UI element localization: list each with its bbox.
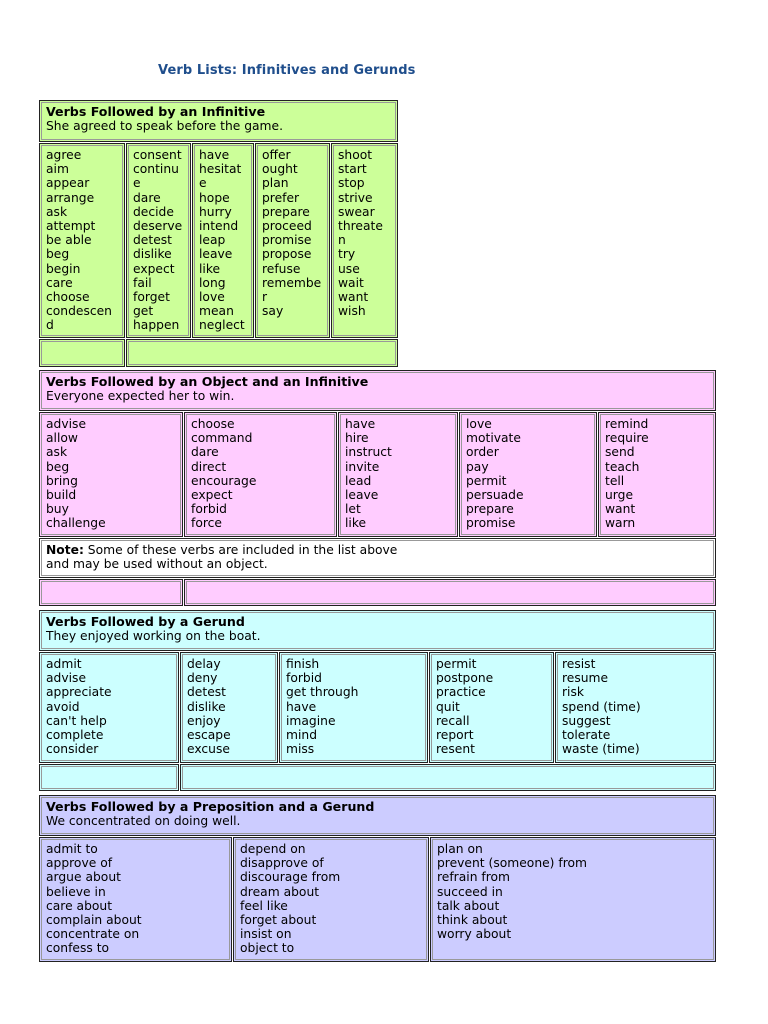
object-infinitive-note — [39, 538, 716, 578]
list-item: disapprove of — [240, 856, 324, 871]
list-item: waste (time) — [562, 742, 640, 757]
infinitive-header — [39, 100, 398, 142]
list-item: confess to — [46, 941, 110, 956]
list-item: motivate — [466, 431, 521, 446]
list-item: let — [345, 502, 361, 517]
list-item: consider — [46, 742, 99, 757]
list-item: require — [605, 431, 649, 446]
list-item: depend on — [240, 842, 306, 856]
infinitive-col-1 — [39, 143, 125, 338]
preposition-gerund-col-2 — [233, 837, 429, 962]
list-item: promise — [262, 233, 312, 248]
list-item: advise — [46, 417, 87, 431]
list-item: promise — [466, 516, 516, 531]
list-item: swear — [338, 204, 375, 219]
list-item: concentrate on — [46, 927, 140, 942]
object-infinitive-col-1 — [39, 412, 183, 537]
object-infinitive-col-4 — [459, 412, 597, 537]
list-item: resent — [436, 742, 475, 757]
gerund-col-3 — [279, 652, 428, 763]
infinitive-empty-cell — [39, 339, 125, 367]
list-item: care — [46, 275, 73, 290]
list-item: ask — [46, 204, 68, 219]
list-item: talk about — [437, 898, 500, 913]
infinitive-col-2 — [126, 143, 191, 338]
list-item: like — [199, 261, 221, 276]
gerund-empty-cell — [180, 764, 716, 791]
list-item: believe in — [46, 884, 106, 899]
list-item: argue about — [46, 870, 121, 885]
list-item: hesitat — [199, 162, 242, 177]
object-infinitive-empty-cell — [39, 579, 183, 606]
infinitive-title: Verbs Followed by an Infinitive — [46, 104, 266, 119]
list-item: wait — [338, 275, 364, 290]
list-item: invite — [345, 459, 380, 474]
list-item: worry about — [437, 927, 512, 942]
list-item: refrain from — [437, 870, 511, 885]
preposition-gerund-col-1 — [39, 837, 232, 962]
list-item: consent — [133, 148, 182, 162]
list-item: can't help — [46, 713, 107, 728]
list-item: avoid — [46, 699, 80, 714]
infinitive-col-3 — [192, 143, 254, 338]
list-item: think about — [437, 913, 508, 928]
gerund-example: They enjoyed working on the boat. — [46, 629, 261, 644]
list-item: threate — [338, 219, 383, 234]
list-item: love — [199, 290, 225, 305]
list-item: leap — [199, 233, 226, 248]
list-item: buy — [46, 502, 69, 517]
list-item: detest — [187, 685, 226, 700]
list-item: appreciate — [46, 685, 112, 700]
list-item: enjoy — [187, 713, 221, 728]
list-item: hire — [345, 431, 369, 446]
list-item: d — [46, 318, 54, 333]
list-item: be able — [46, 233, 92, 248]
preposition-gerund-col-3 — [430, 837, 716, 962]
list-item: fail — [133, 275, 152, 290]
object-infinitive-header — [39, 370, 716, 411]
list-item: urge — [605, 488, 634, 503]
list-item: object to — [240, 941, 295, 956]
list-item: choose — [46, 290, 90, 305]
list-item: want — [338, 290, 369, 305]
preposition-gerund-header — [39, 795, 716, 836]
list-item: prepare — [262, 204, 310, 219]
list-item: wish — [338, 304, 366, 319]
list-item: miss — [286, 742, 315, 757]
gerund-col-2 — [180, 652, 278, 763]
note-text-continued: and may be used without an object. — [46, 557, 268, 572]
list-item: feel like — [240, 898, 288, 913]
note-label: Note: — [46, 543, 84, 557]
list-item: allow — [46, 431, 78, 446]
infinitive-empty-cell — [126, 339, 398, 367]
list-item: r — [262, 290, 268, 305]
list-item: leave — [345, 488, 379, 503]
list-item: spend (time) — [562, 699, 641, 714]
list-item: report — [436, 728, 474, 743]
list-item: have — [345, 417, 376, 431]
list-item: encourage — [191, 473, 257, 488]
list-item: dream about — [240, 884, 320, 899]
list-item: plan on — [437, 842, 483, 856]
gerund-col-1 — [39, 652, 179, 763]
object-infinitive-title: Verbs Followed by an Object and an Infinitive — [46, 374, 369, 389]
list-item: expect — [133, 261, 175, 276]
list-item: hurry — [199, 204, 232, 219]
list-item: risk — [562, 685, 584, 700]
list-item: get through — [286, 685, 359, 700]
list-item: discourage from — [240, 870, 341, 885]
list-item: arrange — [46, 190, 95, 205]
list-item: persuade — [466, 488, 524, 503]
list-item: forbid — [191, 502, 227, 517]
list-item: resist — [562, 657, 596, 671]
list-item: challenge — [46, 516, 106, 531]
list-item: like — [345, 516, 367, 531]
preposition-gerund-example: We concentrated on doing well. — [46, 814, 241, 829]
list-item: tolerate — [562, 728, 611, 743]
gerund-empty-cell — [39, 764, 179, 791]
list-item: prepare — [466, 502, 514, 517]
list-item: complete — [46, 728, 104, 743]
list-item: condescen — [46, 304, 112, 319]
list-item: forget about — [240, 913, 317, 928]
list-item: excuse — [187, 742, 230, 757]
object-infinitive-col-3 — [338, 412, 458, 537]
list-item: complain about — [46, 913, 142, 928]
list-item: say — [262, 304, 284, 319]
list-item: build — [46, 488, 77, 503]
list-item: choose — [191, 417, 235, 431]
object-infinitive-col-5 — [598, 412, 716, 537]
list-item: e — [133, 176, 141, 191]
list-item: get — [133, 304, 154, 319]
list-item: admit to — [46, 842, 98, 856]
list-item: proceed — [262, 219, 312, 234]
list-item: succeed in — [437, 884, 503, 899]
list-item: beg — [46, 247, 70, 262]
list-item: admit — [46, 657, 82, 671]
list-item: expect — [191, 488, 233, 503]
list-item: quit — [436, 699, 460, 714]
list-item: plan — [262, 176, 289, 191]
list-item: permit — [436, 657, 477, 671]
list-item: stop — [338, 176, 365, 191]
list-item: begin — [46, 261, 81, 276]
list-item: n — [338, 233, 346, 248]
list-item: delay — [187, 657, 221, 671]
list-item: love — [466, 417, 492, 431]
list-item: warn — [605, 516, 636, 531]
list-item: advise — [46, 671, 87, 686]
list-item: prefer — [262, 190, 300, 205]
list-item: lead — [345, 473, 372, 488]
note-text: Some of these verbs are included in the list above — [83, 543, 398, 557]
list-item: mean — [199, 304, 234, 319]
list-item: offer — [262, 148, 291, 162]
infinitive-col-5 — [331, 143, 398, 338]
gerund-header — [39, 610, 716, 651]
page-title: Verb Lists: Infinitives and Gerunds — [158, 63, 416, 78]
list-item: leave — [199, 247, 233, 262]
list-item: tell — [605, 473, 625, 488]
list-item: try — [338, 247, 356, 262]
list-item: finish — [286, 657, 320, 671]
list-item: force — [191, 516, 222, 531]
list-item: e — [199, 176, 207, 191]
list-item: instruct — [345, 445, 392, 460]
list-item: have — [286, 699, 317, 714]
list-item: want — [605, 502, 636, 517]
list-item: resume — [562, 671, 609, 686]
list-item: shoot — [338, 148, 373, 162]
list-item: permit — [466, 473, 507, 488]
list-item: use — [338, 261, 360, 276]
list-item: mind — [286, 728, 317, 743]
list-item: care about — [46, 898, 113, 913]
list-item: start — [338, 162, 367, 177]
list-item: detest — [133, 233, 172, 248]
list-item: imagine — [286, 713, 336, 728]
list-item: pay — [466, 459, 489, 474]
list-item: happen — [133, 318, 180, 333]
list-item: ought — [262, 162, 298, 177]
list-item: hope — [199, 190, 230, 205]
list-item: agree — [46, 148, 82, 162]
list-item: beg — [46, 459, 70, 474]
list-item: recall — [436, 713, 470, 728]
list-item: ask — [46, 445, 68, 460]
list-item: send — [605, 445, 635, 460]
list-item: postpone — [436, 671, 494, 686]
list-item: strive — [338, 190, 373, 205]
list-item: aim — [46, 162, 69, 177]
list-item: prevent (someone) from — [437, 856, 588, 871]
list-item: bring — [46, 473, 78, 488]
list-item: continu — [133, 162, 179, 177]
list-item: propose — [262, 247, 312, 262]
gerund-col-4 — [429, 652, 554, 763]
list-item: remembe — [262, 275, 322, 290]
list-item: dislike — [187, 699, 226, 714]
list-item: direct — [191, 459, 227, 474]
list-item: decide — [133, 204, 174, 219]
list-item: escape — [187, 728, 231, 743]
list-item: forget — [133, 290, 170, 305]
object-infinitive-col-2 — [184, 412, 337, 537]
list-item: deny — [187, 671, 218, 686]
infinitive-col-4 — [255, 143, 330, 338]
list-item: dare — [133, 190, 161, 205]
list-item: refuse — [262, 261, 301, 276]
preposition-gerund-title: Verbs Followed by a Preposition and a Gerund — [46, 799, 375, 814]
list-item: practice — [436, 685, 486, 700]
list-item: order — [466, 445, 499, 460]
gerund-col-5 — [555, 652, 716, 763]
gerund-title: Verbs Followed by a Gerund — [46, 614, 245, 629]
list-item: dislike — [133, 247, 172, 262]
list-item: long — [199, 275, 226, 290]
list-item: neglect — [199, 318, 245, 333]
object-infinitive-example: Everyone expected her to win. — [46, 389, 235, 404]
list-item: deserve — [133, 219, 183, 234]
list-item: teach — [605, 459, 640, 474]
list-item: command — [191, 431, 253, 446]
list-item: remind — [605, 417, 649, 431]
list-item: suggest — [562, 713, 611, 728]
infinitive-example: She agreed to speak before the game. — [46, 119, 284, 134]
list-item: approve of — [46, 856, 113, 871]
list-item: appear — [46, 176, 90, 191]
object-infinitive-empty-cell — [184, 579, 716, 606]
list-item: insist on — [240, 927, 292, 942]
list-item: intend — [199, 219, 239, 234]
list-item: forbid — [286, 671, 322, 686]
list-item: dare — [191, 445, 219, 460]
list-item: have — [199, 148, 230, 162]
list-item: attempt — [46, 219, 96, 234]
